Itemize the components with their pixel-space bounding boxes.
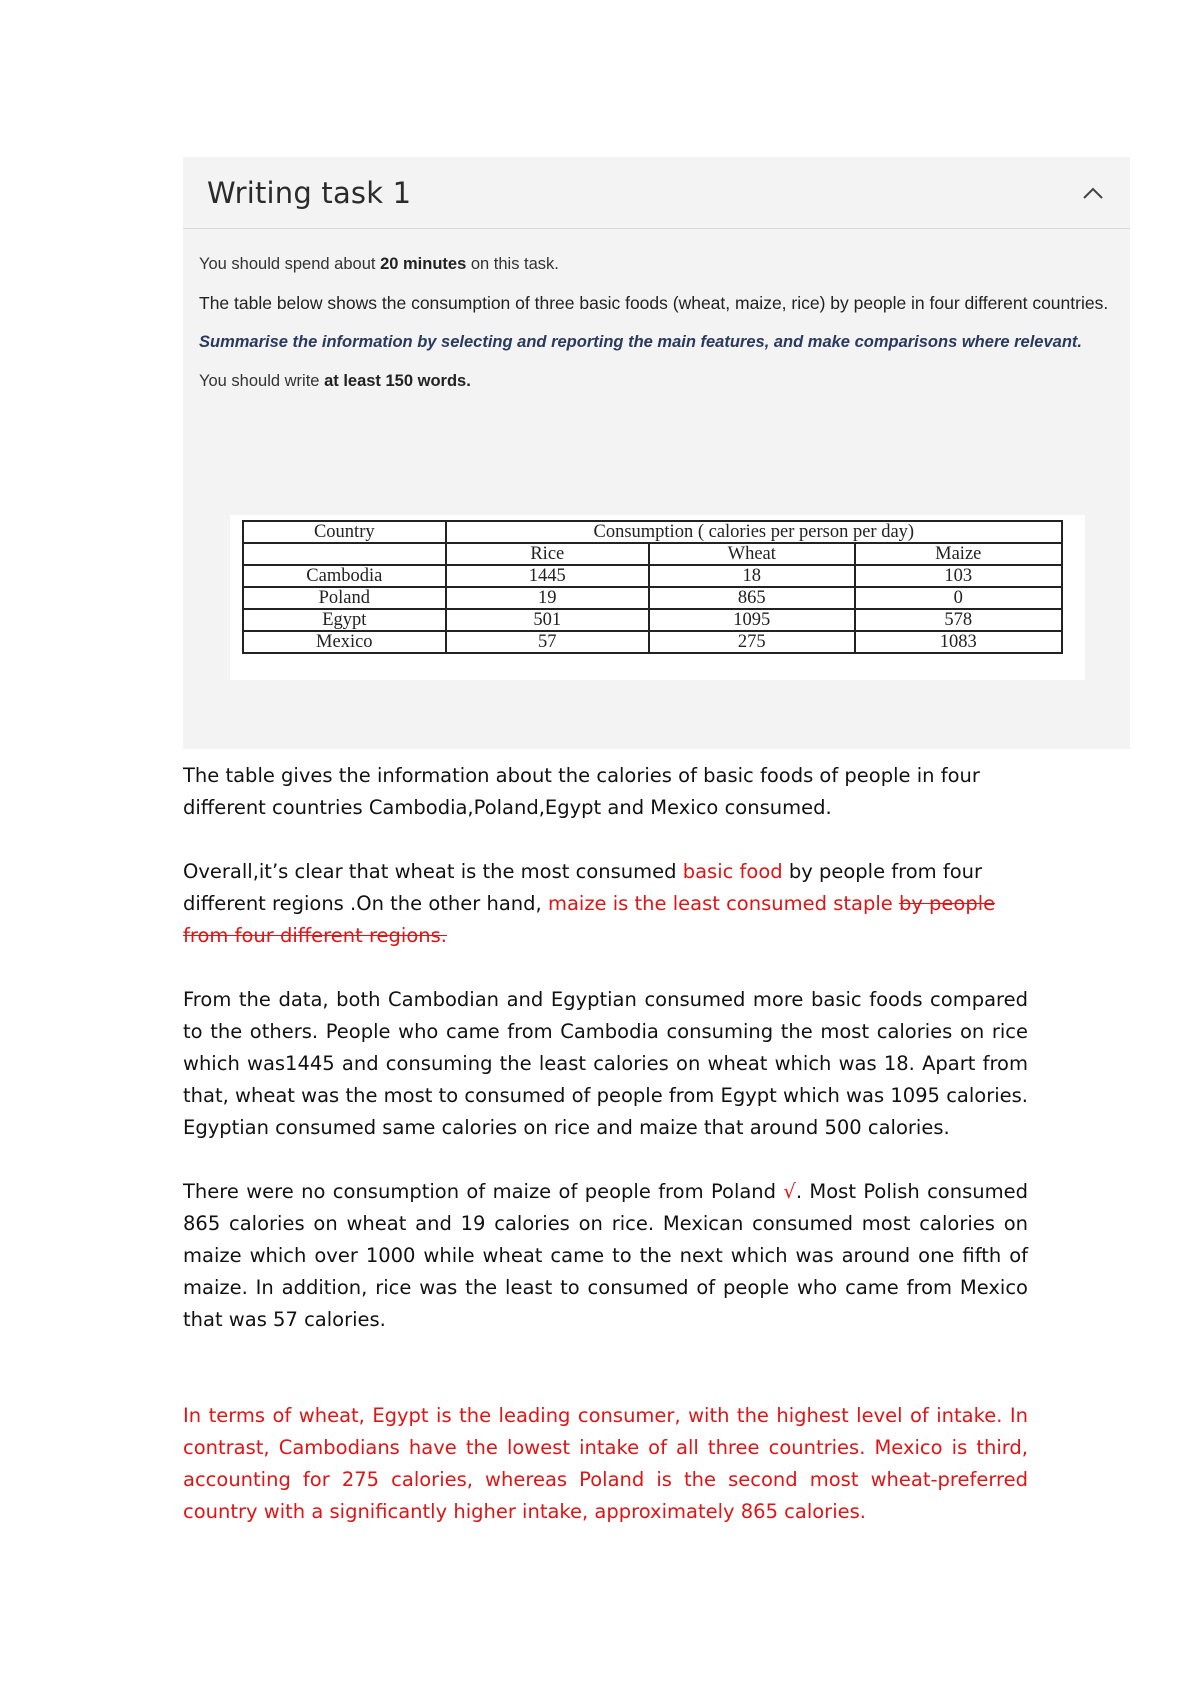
- table-row: Egypt 501 1095 578: [243, 609, 1062, 631]
- task-title: Writing task 1: [207, 175, 412, 210]
- correction-text: basic food: [682, 860, 783, 883]
- essay-text: [183, 760, 1028, 1560]
- time-instruction: You should spend about 20 minutes on this task.: [199, 255, 559, 273]
- essay-paragraph-correction: In terms of wheat, Egypt is the leading consumer, with the highest level of intake. In contrast, Cambodians have the lowest intake of all three countries. Mexico is third, accounting for 275 calories, whereas Poland is the second most wheat-preferred country with a significantly higher intake, approximately 865 calories.: [183, 1404, 1028, 1523]
- header-empty: [243, 543, 446, 565]
- header-consumption: Consumption ( calories per person per day): [446, 521, 1062, 543]
- task-prompt: The table below shows the consumption of three basic foods (wheat, maize, rice) by people in four different countries.: [199, 293, 1109, 313]
- correction-text: maize is the least consumed staple: [547, 892, 899, 915]
- consumption-table: [242, 520, 1063, 654]
- header-rice: Rice: [446, 543, 649, 565]
- task-instruction: Summarise the information by selecting and reporting the main features, and make comparisons where relevant.: [199, 333, 1082, 351]
- table-row: Mexico 57 275 1083: [243, 631, 1062, 653]
- table-row: Poland 19 865 0: [243, 587, 1062, 609]
- table-row: Cambodia 1445 18 103: [243, 565, 1062, 587]
- table-image: [230, 515, 1085, 680]
- writing-task-card: [183, 157, 1130, 749]
- task-header[interactable]: [183, 157, 1130, 229]
- check-mark-icon: √: [783, 1180, 796, 1203]
- header-wheat: Wheat: [649, 543, 854, 565]
- essay-paragraph-body1: From the data, both Cambodian and Egyptian consumed more basic foods compared to the others. People who came from Cambodia consuming the most calories on rice which was1445 and consuming the least calories on wheat which was 18. Apart from that, wheat was the most to consumed of people from Egypt which was 1095 calories. Egyptian consumed same calories on rice and maize that around 500 calories.: [183, 988, 1028, 1139]
- header-maize: Maize: [855, 543, 1062, 565]
- essay-paragraph-body2: There were no consumption of maize of people from Poland √. Most Polish consumed 865 calories on wheat and 19 calories on rice. Mexican consumed most calories on maize which over 1000 while wheat came to the next which was around one fifth of maize. In addition, rice was the least to consumed of people who came from Mexico that was 57 calories.: [183, 1180, 1028, 1331]
- task-body: [183, 229, 1130, 395]
- word-count-instruction: You should write at least 150 words.: [199, 372, 471, 390]
- essay-paragraph-overview: Overall,it’s clear that wheat is the most consumed basic food by people from four different regions .On the other hand, maize is the least consumed staple by people from four different regions.: [183, 860, 996, 947]
- header-country: Country: [243, 521, 446, 543]
- deleted-text: by people from four different regions.: [183, 892, 996, 947]
- essay-paragraph-intro: The table gives the information about the calories of basic foods of people in four different countries Cambodia,Poland,Egypt and Mexico consumed.: [183, 764, 980, 819]
- chevron-up-icon[interactable]: [1080, 180, 1106, 206]
